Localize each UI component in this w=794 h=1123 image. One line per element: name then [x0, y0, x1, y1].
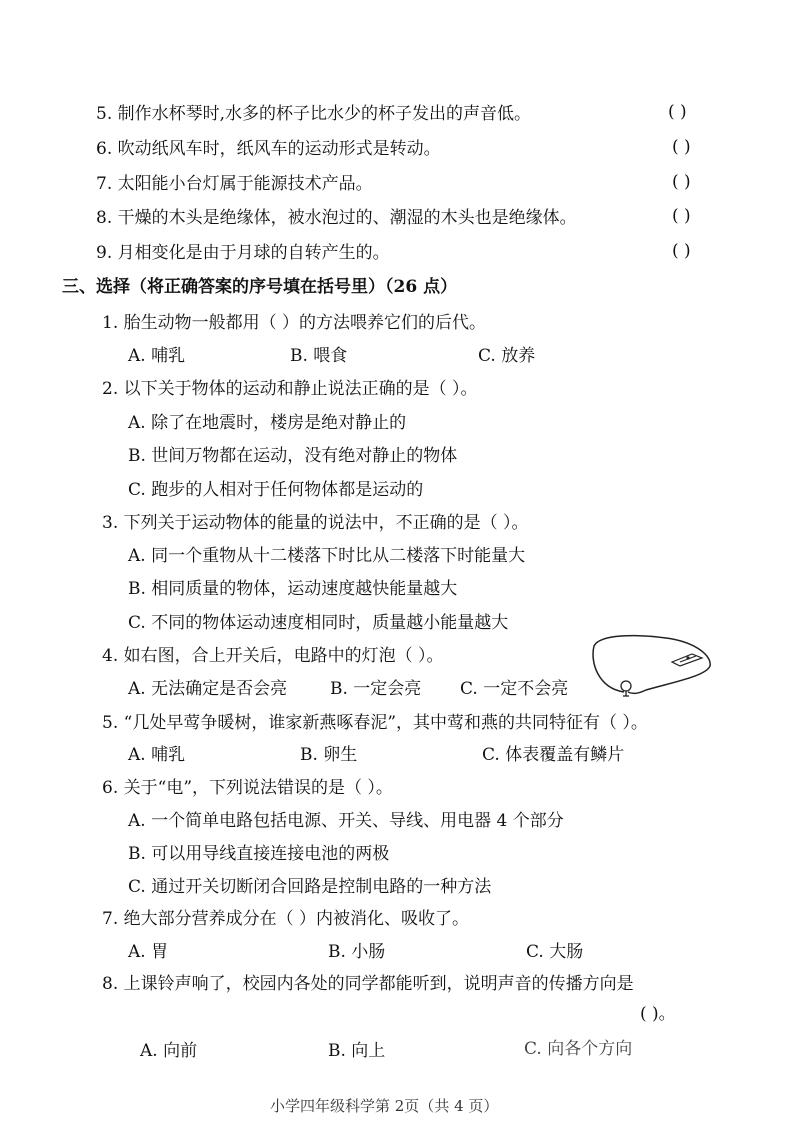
option-c[interactable]: C. 放养 [478, 346, 536, 366]
answer-parentheses[interactable]: ( ) [668, 102, 687, 122]
tf-item-5: 5. 制作水杯琴时,水多的杯子比水少的杯子发出的声音低。 [96, 104, 532, 124]
question-stem: 5. “几处早莺争暖树，谁家新燕啄春泥”，其中莺和燕的共同特征有（ ）。 [102, 713, 648, 733]
option-a[interactable]: A. 一个简单电路包括电源、开关、导线、用电器 4 个部分 [128, 811, 564, 831]
tf-item-7: 7. 太阳能小台灯属于能源技术产品。 [96, 174, 373, 194]
tf-item-9: 9. 月相变化是由于月球的自转产生的。 [96, 243, 390, 263]
option-a[interactable]: A. 胃 [128, 942, 169, 962]
option-a[interactable]: A. 向前 [140, 1041, 198, 1061]
question-stem: 6. 关于“电”，下列说法错误的是（ ）。 [102, 778, 393, 798]
question-stem: 4. 如右图，合上开关后，电路中的灯泡（ ）。 [102, 646, 444, 666]
question-stem: 2. 以下关于物体的运动和静止说法正确的是（ ）。 [102, 379, 478, 399]
question-stem: 7. 绝大部分营养成分在（ ）内被消化、吸收了。 [102, 909, 470, 929]
option-a[interactable]: A. 同一个重物从十二楼落下时比从二楼落下时能量大 [128, 546, 526, 566]
option-b[interactable]: B. 可以用导线直接连接电池的两极 [128, 844, 390, 864]
answer-parentheses[interactable]: ( ) [672, 137, 691, 157]
option-b[interactable]: B. 向上 [328, 1041, 386, 1061]
option-b[interactable]: B. 一定会亮 [330, 679, 422, 699]
option-b[interactable]: B. 卵生 [300, 745, 358, 765]
option-b[interactable]: B. 世间万物都在运动，没有绝对静止的物体 [128, 446, 458, 466]
answer-parentheses[interactable]: ( )。 [640, 1004, 676, 1024]
answer-parentheses[interactable]: ( ) [672, 206, 691, 226]
option-c[interactable]: C. 一定不会亮 [460, 679, 569, 699]
option-c[interactable]: C. 大肠 [526, 942, 584, 962]
tf-item-6: 6. 吹动纸风车时，纸风车的运动形式是转动。 [96, 139, 441, 159]
circuit-diagram [588, 632, 718, 704]
option-c[interactable]: C. 体表覆盖有鳞片 [482, 745, 625, 765]
option-b[interactable]: B. 相同质量的物体，运动速度越快能量越大 [128, 579, 458, 599]
option-a[interactable]: A. 除了在地震时，楼房是绝对静止的 [128, 413, 407, 433]
option-c[interactable]: C. 向各个方向 [524, 1039, 633, 1059]
page-footer: 小学四年级科学第 2页（共 4 页） [270, 1097, 499, 1115]
option-c[interactable]: C. 跑步的人相对于任何物体都是运动的 [128, 480, 424, 500]
option-a[interactable]: A. 无法确定是否会亮 [128, 679, 288, 699]
tf-item-8: 8. 干燥的木头是绝缘体，被水泡过的、潮湿的木头也是绝缘体。 [96, 208, 577, 228]
section-title: 三、选择（将正确答案的序号填在括号里）（26 点） [62, 277, 458, 297]
option-c[interactable]: C. 通过开关切断闭合回路是控制电路的一种方法 [128, 877, 492, 897]
option-b[interactable]: B. 小肠 [328, 942, 386, 962]
option-c[interactable]: C. 不同的物体运动速度相同时，质量越小能量越大 [128, 613, 509, 633]
option-a[interactable]: A. 哺乳 [128, 346, 186, 366]
answer-parentheses[interactable]: ( ) [672, 172, 691, 192]
question-stem: 3. 下列关于运动物体的能量的说法中，不正确的是（ ）。 [102, 513, 529, 533]
option-b[interactable]: B. 喂食 [290, 346, 348, 366]
answer-parentheses[interactable]: ( ) [672, 241, 691, 261]
question-stem: 8. 上课铃声响了，校园内各处的同学都能听到，说明声音的传播方向是 [102, 974, 634, 994]
option-a[interactable]: A. 哺乳 [128, 745, 186, 765]
question-stem: 1. 胎生动物一般都用（ ）的方法喂养它们的后代。 [102, 313, 487, 333]
